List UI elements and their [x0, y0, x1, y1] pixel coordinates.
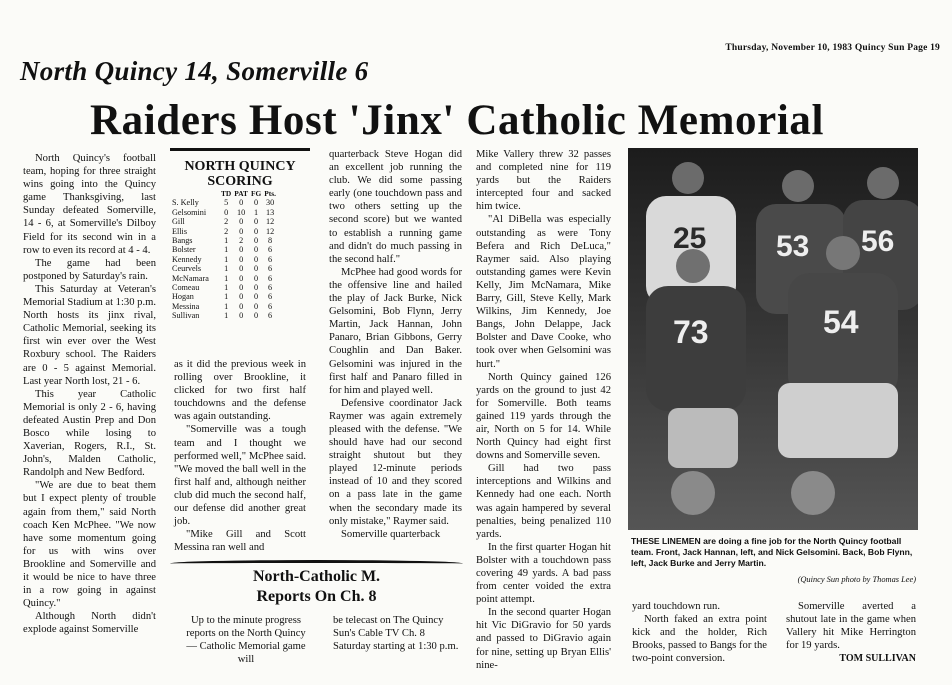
scoring-title-line1: NORTH QUINCY — [184, 159, 296, 174]
stat-cell: 0 — [254, 301, 259, 311]
player-name: Messina — [172, 301, 200, 311]
article-column-2 — [174, 358, 306, 554]
stat-cell: 2 — [224, 226, 229, 236]
stat-cell: 1 — [224, 254, 229, 264]
player-name: Hogan — [172, 292, 194, 302]
scoring-row — [172, 283, 279, 292]
paragraph: Somerville quarterback — [341, 528, 441, 540]
paragraph: This year Catholic Memorial is only 2 - 6, having defeated Austin Prep and Don Bosco while losing to Xaverian, Rogers, R.I., St. John's, Malden Catholic, Randolph and New Bedford. — [23, 388, 156, 479]
stat-cell: 0 — [239, 273, 244, 283]
stat-cell: 30 — [265, 198, 275, 208]
player-name: Ellis — [172, 226, 188, 236]
scoring-row — [172, 227, 279, 236]
jersey-number: 53 — [776, 230, 810, 263]
scoring-row — [172, 302, 279, 311]
stat-cell: 6 — [268, 301, 273, 311]
player-name: Sullivan — [172, 311, 200, 321]
article-column-3 — [329, 148, 462, 541]
player-name: S. Kelly — [172, 198, 199, 208]
paragraph: Somerville averted a shutout late in the game when Vallery hit Mike Herrington for 19 yards. — [786, 601, 916, 652]
stat-cell: 1 — [224, 264, 229, 274]
stat-cell: 0 — [224, 207, 229, 217]
player-name: Kennedy — [172, 254, 202, 264]
stat-cell: 1 — [224, 236, 229, 246]
header-td: TD — [221, 189, 232, 198]
stat-cell: 0 — [254, 217, 259, 227]
stat-cell: 0 — [239, 226, 244, 236]
paragraph: McPhee had good words for the offensive line and hailed the play of Jack Burke, Nick Gelsomini, Bob Flynn, Jerry Martin, Jack Hannan, John Panaro, Brian Gibbons, Gerry Coughlin and Dan Baker. Gelsomini was injured in the first half and Panaro filled in for him and played well. — [329, 266, 462, 396]
photo-caption: THESE LINEMEN are doing a fine job for the North Quincy football team. Front, Jack Hannan, left, and Nick Gelsomini. Back, Bob Flynn, left, Jack Burke and Jerry Martin. — [631, 536, 913, 568]
scoring-row — [172, 217, 279, 226]
paragraph: North faked an extra point kick and the holder, Rich Brooks, passed to Bangs for the two-point conversion. — [632, 614, 767, 665]
paragraph: Although North didn't explode against Somerville — [23, 611, 156, 636]
stat-cell: 0 — [254, 236, 259, 246]
box-title-line2: Reports On Ch. 8 — [256, 588, 377, 605]
stat-cell: 0 — [254, 264, 259, 274]
article-column-4 — [476, 148, 611, 672]
stat-cell: 10 — [237, 207, 246, 217]
player-name: McNamara — [172, 273, 209, 283]
paragraph: "Mike Gill and Scott Messina ran well and — [174, 529, 306, 554]
stat-cell: 2 — [239, 236, 244, 246]
paragraph: In the first quarter Hogan hit Bolster with a touchdown pass covering 49 yards. A bad pass from center voided the extra point attempt. — [476, 541, 611, 606]
scoring-box — [170, 148, 310, 321]
box-text-left: Up to the minute progress reports on the North Quincy — Catholic Memorial game will — [186, 615, 306, 666]
paragraph: "Al DiBella was especially outstanding as were Tony Befera and Rich DeLuca," Raymer said. Also playing outstanding games were Kevin Kelly, Jim McNamara, Mike Barry, Gill, Steve Kelly, Mark Wilkins, Jim Kennedy, Joe Bangs, John Delappe, Jack Bolster and Dave Cooke, who took over when Gelsomini was hurt." — [476, 214, 611, 370]
stat-cell: 6 — [268, 311, 273, 321]
scoring-row — [172, 311, 279, 320]
player-name: Ceurvels — [172, 264, 202, 274]
scoring-row — [172, 274, 279, 283]
stat-cell: 1 — [224, 292, 229, 302]
stat-cell: 0 — [254, 245, 259, 255]
stat-cell: 0 — [239, 283, 244, 293]
stat-cell: 0 — [254, 254, 259, 264]
stat-cell: 0 — [239, 301, 244, 311]
player-name: Comeau — [172, 283, 200, 293]
article-column-6 — [786, 600, 916, 665]
paragraph: Gill had two pass interceptions and Wilkins and Kennedy had one each. North was again hampered by several penalties, being penalized 110 yards. — [476, 463, 611, 540]
paragraph: This Saturday at Veteran's Memorial Stadium at 1:30 p.m. North hosts its jinx rival, Catholic Memorial, seeking its first win ever over the West Roxbury school. The Raiders are 0 - 5 against Memorial. Last year North lost, 21 - 6. — [23, 283, 156, 387]
stat-cell: 13 — [265, 207, 275, 217]
wavy-rule — [170, 560, 463, 567]
paragraph: North Quincy gained 126 yards on the ground to just 42 for Somerville. Both teams gained 119 yards through the air, North on 5 for 14. While North Quincy had eight first downs and Somerville seven. — [476, 371, 611, 462]
tv-report-box — [170, 560, 463, 607]
scoring-row — [172, 198, 279, 207]
box-title-line1: North-Catholic M. — [252, 568, 381, 585]
paragraph: "We are due to beat them but I expect plenty of trouble again from them," said North coach Ken McPhee. "We now have some momentum going for us with wins over Brookline and Somerville and it would be nice to have three in a row going in against Quincy." — [23, 480, 156, 610]
stat-cell: 1 — [224, 283, 229, 293]
stat-cell: 0 — [254, 226, 259, 236]
stat-cell: 0 — [254, 311, 259, 321]
scoring-row — [172, 245, 279, 254]
player-name: Gelsomini — [172, 207, 207, 217]
stat-cell: 12 — [265, 226, 275, 236]
main-headline: Raiders Host 'Jinx' Catholic Memorial — [90, 97, 825, 144]
team-photo — [628, 148, 918, 530]
stat-cell: 12 — [265, 217, 275, 227]
stat-cell: 6 — [268, 254, 273, 264]
paragraph: In the second quarter Hogan hit Vic DiGravio for 50 yards and passed to DiGravio again for nine, setting up Bryan Ellis' nine- — [476, 607, 611, 671]
stat-cell: 0 — [239, 292, 244, 302]
paragraph: as it did the previous week in rolling over Brookline, it clicked for two first half touchdowns and the defense was again outstanding. — [174, 359, 306, 423]
jersey-number: 54 — [823, 304, 859, 340]
stat-cell: 1 — [224, 245, 229, 255]
scoring-row — [172, 236, 279, 245]
stat-cell: 0 — [254, 273, 259, 283]
scoring-table — [172, 189, 279, 321]
stat-cell: 0 — [239, 311, 244, 321]
stat-cell: 5 — [224, 198, 229, 208]
article-column-5 — [632, 600, 767, 665]
stat-cell: 0 — [254, 198, 259, 208]
player-name: Bangs — [172, 236, 193, 246]
kicker-headline: North Quincy 14, Somerville 6 — [20, 56, 369, 86]
stat-cell: 8 — [268, 236, 273, 246]
paragraph: Defensive coordinator Jack Raymer was again extremely pleased with the defense. "We should have had our second straight shutout but they played 12-minute periods instead of 10 and they scored on a pass late in the game when the secondary made its only mistake," Raymer said. — [329, 397, 462, 527]
box-text-right: be telecast on The Quincy Sun's Cable TV Ch. 8 Saturday starting at 1:30 p.m. — [333, 615, 459, 653]
stat-cell: 1 — [224, 311, 229, 321]
stat-cell: 0 — [254, 292, 259, 302]
scoring-row — [172, 255, 279, 264]
jersey-number: 25 — [673, 222, 707, 255]
photo-illustration — [628, 148, 918, 530]
stat-cell: 0 — [239, 254, 244, 264]
scoring-row — [172, 292, 279, 301]
player-name: Bolster — [172, 245, 196, 255]
stat-cell: 1 — [224, 273, 229, 283]
running-head: Thursday, November 10, 1983 Quincy Sun Page 19 — [725, 43, 940, 53]
stat-cell: 1 — [224, 301, 229, 311]
header-pat: PAT — [234, 189, 248, 198]
scoring-title-line2: SCORING — [207, 174, 273, 189]
stat-cell: 6 — [268, 264, 273, 274]
stat-cell: 0 — [239, 217, 244, 227]
player-name: Gill — [172, 217, 185, 227]
photo-credit: (Quincy Sun photo by Thomas Lee) — [797, 575, 916, 584]
stat-cell: 6 — [268, 292, 273, 302]
paragraph: "Somerville was a tough team and I thought we performed well," McPhee said. "We moved the ball well in the first half and, although neither club did much the second half, our defense did another great job. — [174, 424, 306, 528]
stat-cell: 0 — [239, 198, 244, 208]
header-fg: FG — [250, 189, 262, 198]
scoring-row — [172, 208, 279, 217]
stat-cell: 6 — [268, 273, 273, 283]
jersey-number: 73 — [673, 314, 709, 350]
paragraph: yard touchdown run. — [632, 601, 720, 612]
stat-cell: 0 — [254, 283, 259, 293]
jersey-number: 56 — [861, 225, 895, 258]
stat-cell: 0 — [239, 264, 244, 274]
stat-cell: 2 — [224, 217, 229, 227]
stat-cell: 0 — [239, 245, 244, 255]
article-column-1 — [23, 152, 156, 636]
stat-cell: 6 — [268, 283, 273, 293]
header-pts: Pts. — [264, 189, 276, 198]
byline: TOM SULLIVAN — [839, 653, 916, 665]
paragraph: North Quincy's football team, hoping for three straight wins going into the Quincy game Thanksgiving, last Sunday defeated Somerville, 14 - 6, at Somerville's Dilboy Field for its second win in a row to even its record at 4 - 4. — [23, 153, 156, 256]
stat-cell: 6 — [268, 245, 273, 255]
scoring-row — [172, 264, 279, 273]
stat-cell: 1 — [254, 207, 259, 217]
paragraph: The game had been postponed by Saturday's rain. — [23, 257, 156, 282]
paragraph: Mike Vallery threw 32 passes and completed nine for 119 yards but the Raiders intercepted four and sacked him twice. — [476, 149, 611, 213]
paragraph: quarterback Steve Hogan did an excellent job running the club. We did some passing early (one touchdown pass and two others setting up the second score) but we wanted to establish a running game and didn't do much passing in the second half." — [329, 149, 462, 265]
scoring-header-row — [172, 189, 279, 198]
